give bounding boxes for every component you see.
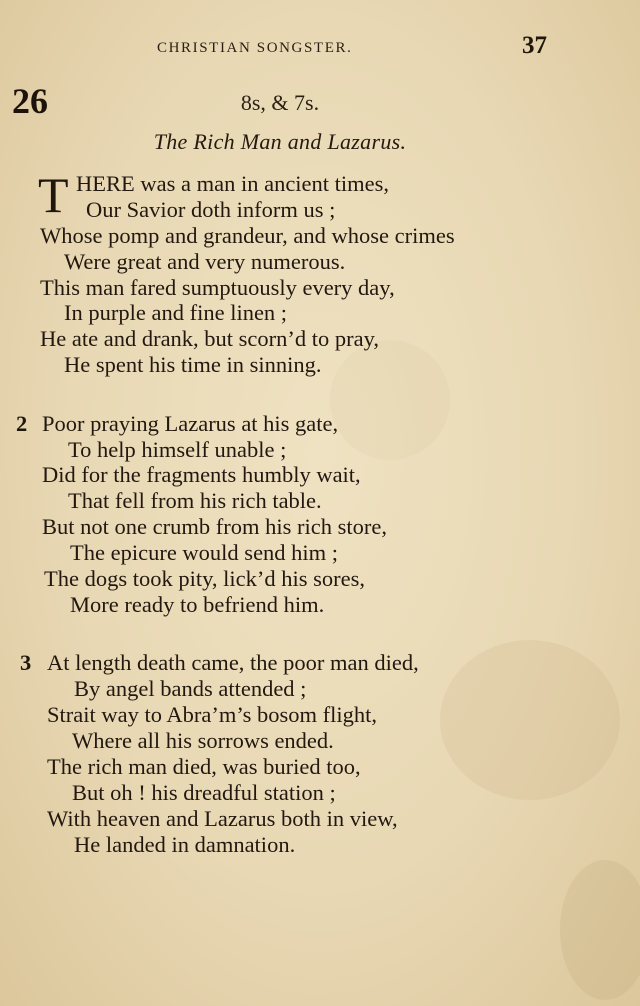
verse-line: He landed in damnation. xyxy=(74,832,296,857)
verse-line: More ready to befriend him. xyxy=(70,592,325,617)
verse-line: In purple and fine linen ; xyxy=(64,300,288,325)
verse-line: Were great and very numerous. xyxy=(64,249,346,274)
verse-line: Strait way to Abra’m’s bosom flight, xyxy=(47,702,377,727)
hymn-meter: 8s, & 7s. xyxy=(240,90,320,115)
verse-line: With heaven and Lazarus both in view, xyxy=(47,806,398,831)
verse-line: Poor praying Lazarus at his gate, xyxy=(42,411,339,436)
verse-line: He spent his time in sinning. xyxy=(64,352,322,377)
verse-line: To help himself unable ; xyxy=(68,437,287,462)
verse-line: By angel bands attended ; xyxy=(74,676,307,701)
verse-line: Whose pomp and grandeur, and whose crimes xyxy=(40,223,455,248)
hymn-title: The Rich Man and Lazarus. xyxy=(153,129,407,154)
verse-line: That fell from his rich table. xyxy=(68,488,322,513)
verse-line: The epicure would send him ; xyxy=(70,540,339,565)
verse-line: The rich man died, was buried too, xyxy=(47,754,361,779)
hymn-number: 26 xyxy=(12,81,48,121)
verse-line: Our Savior doth inform us ; xyxy=(86,197,336,222)
verse-line: At length death came, the poor man died, xyxy=(47,650,419,675)
stanza-number: 2 xyxy=(16,411,28,436)
verse-line: Did for the fragments humbly wait, xyxy=(42,462,361,487)
verse-line: The dogs took pity, lick’d his sores, xyxy=(44,566,366,591)
verse-line: Where all his sorrows ended. xyxy=(72,728,334,753)
paper-stain xyxy=(440,640,620,800)
verse-line: He ate and drank, but scorn’d to pray, xyxy=(40,326,380,351)
verse-line: This man fared sumptuously every day, xyxy=(40,275,395,300)
paper-stain xyxy=(560,860,640,1000)
stanza-number: 3 xyxy=(20,650,32,675)
verse-line: But not one crumb from his rich store, xyxy=(42,514,387,539)
paper-stain xyxy=(330,340,450,460)
verse-line: HERE was a man in ancient times, xyxy=(76,171,390,196)
drop-cap: T xyxy=(38,167,69,223)
verse-line: But oh ! his dreadful station ; xyxy=(72,780,336,805)
page-number: 37 xyxy=(522,32,547,59)
running-title: CHRISTIAN SONGSTER. xyxy=(157,40,353,56)
